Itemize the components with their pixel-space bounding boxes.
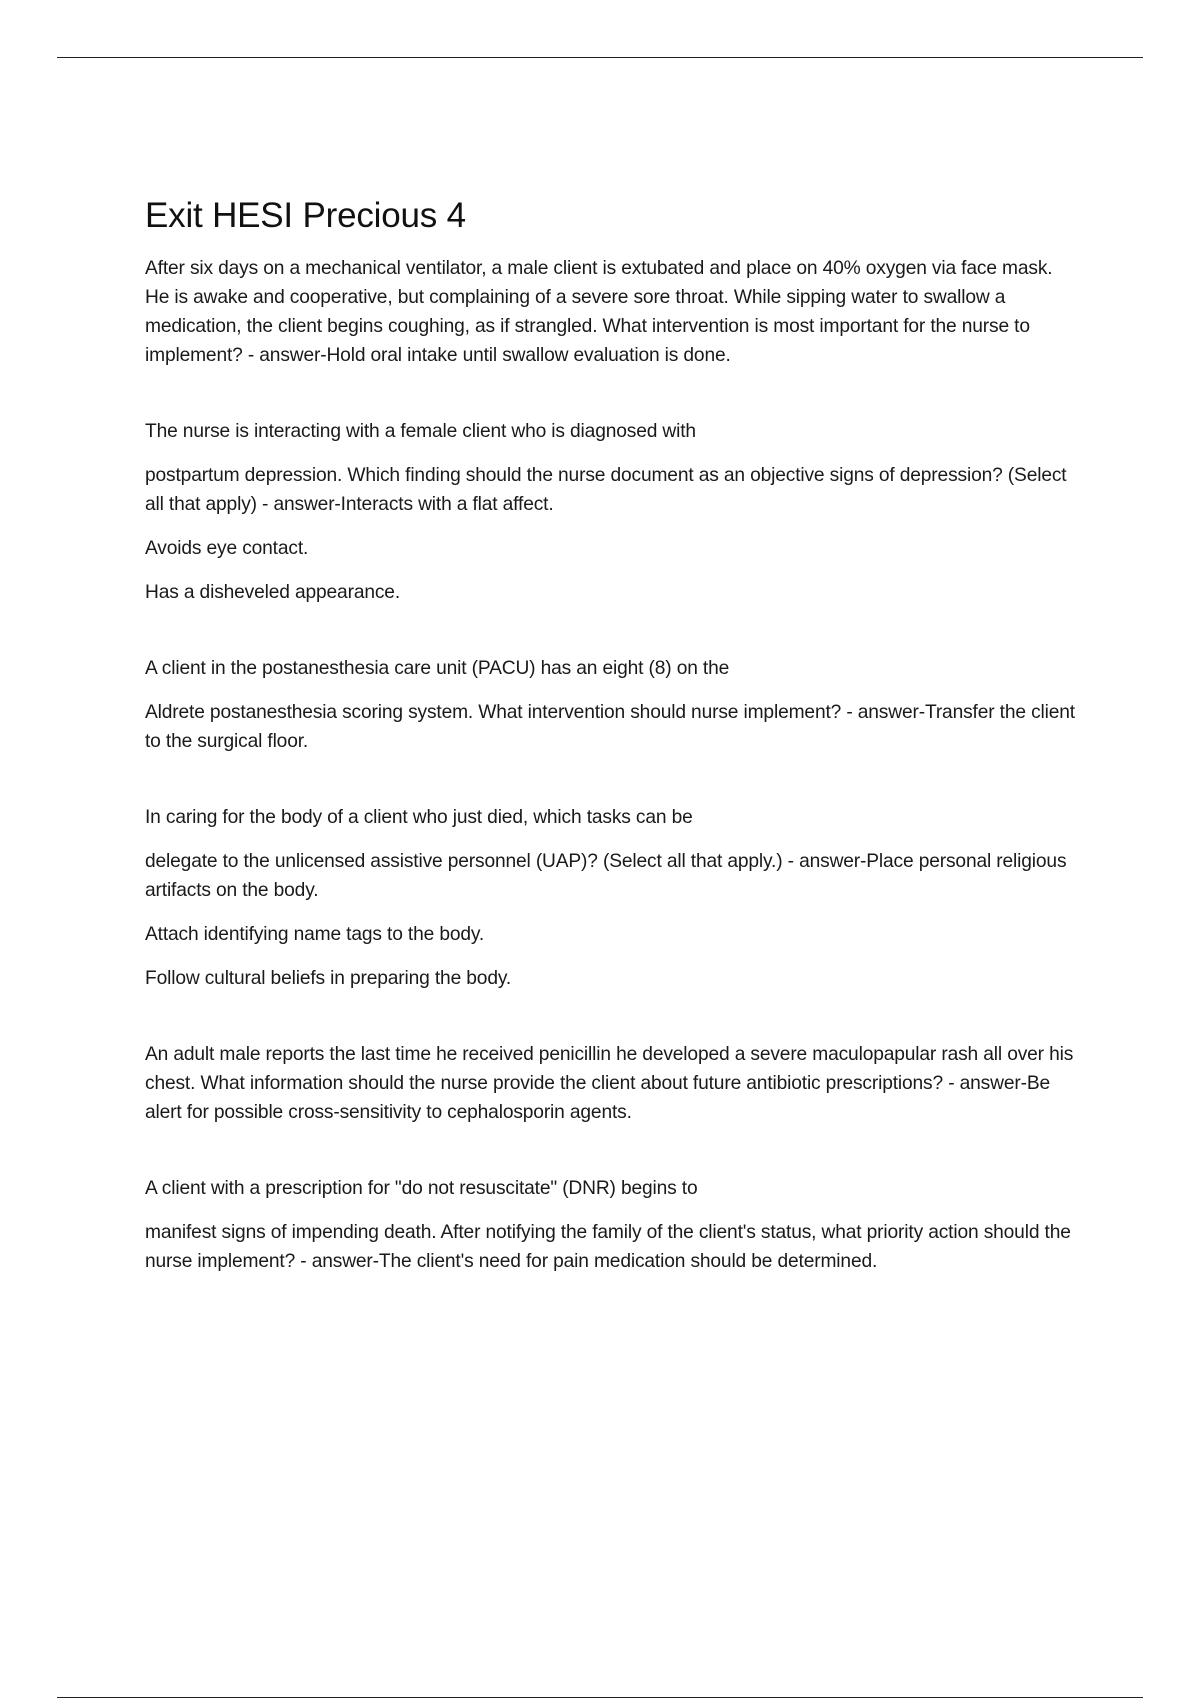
qa-block-penicillin	[145, 1040, 1075, 1127]
question-paragraph: Aldrete postanesthesia scoring system. What intervention should nurse implement? - answer-Transfer the client to the surgical floor.	[145, 702, 1075, 752]
qa-block-ventilator	[145, 254, 1075, 370]
qa-block-postmortem	[145, 803, 1075, 993]
question-paragraph: A client with a prescription for "do not resuscitate" (DNR) begins to	[145, 1178, 698, 1199]
question-paragraph: An adult male reports the last time he received penicillin he developed a severe maculopapular rash all over his chest. What information should the nurse provide the client about future antibiotic prescriptions? - answer-Be alert for possible cross-sensitivity to cephalosporin agents.	[145, 1044, 1074, 1123]
document-title: Exit HESI Precious 4	[145, 196, 466, 235]
qa-block-postpartum	[145, 417, 1075, 607]
qa-block-pacu	[145, 654, 1075, 756]
question-paragraph: After six days on a mechanical ventilator, a male client is extubated and place on 40% oxygen via face mask. He is awake and cooperative, but complaining of a severe sore throat. While sipping water to swallow a medication, the client begins coughing, as if strangled. What intervention is most important for the nurse to implement? - answer-Hold oral intake until swallow evaluation is done.	[145, 258, 1053, 366]
question-paragraph: postpartum depression. Which finding should the nurse document as an objective signs of depression? (Select all that apply) - answer-Interacts with a flat affect.	[145, 465, 1067, 515]
question-paragraph: delegate to the unlicensed assistive personnel (UAP)? (Select all that apply.) - answer-Place personal religious artifacts on the body.	[145, 851, 1067, 901]
answer-item: Attach identifying name tags to the body.	[145, 924, 485, 945]
header-rule	[57, 57, 1143, 58]
page-content	[145, 192, 1075, 1323]
footer-rule	[57, 1697, 1143, 1698]
answer-item: Avoids eye contact.	[145, 538, 309, 559]
question-paragraph: manifest signs of impending death. After notifying the family of the client's status, what priority action should the nurse implement? - answer-The client's need for pain medication should be determined.	[145, 1222, 1071, 1272]
answer-item: Has a disheveled appearance.	[145, 582, 401, 603]
question-paragraph: The nurse is interacting with a female client who is diagnosed with	[145, 421, 696, 442]
question-paragraph: In caring for the body of a client who just died, which tasks can be	[145, 807, 693, 828]
answer-item: Follow cultural beliefs in preparing the body.	[145, 968, 512, 989]
qa-block-dnr	[145, 1174, 1075, 1276]
question-paragraph: A client in the postanesthesia care unit (PACU) has an eight (8) on the	[145, 658, 730, 679]
